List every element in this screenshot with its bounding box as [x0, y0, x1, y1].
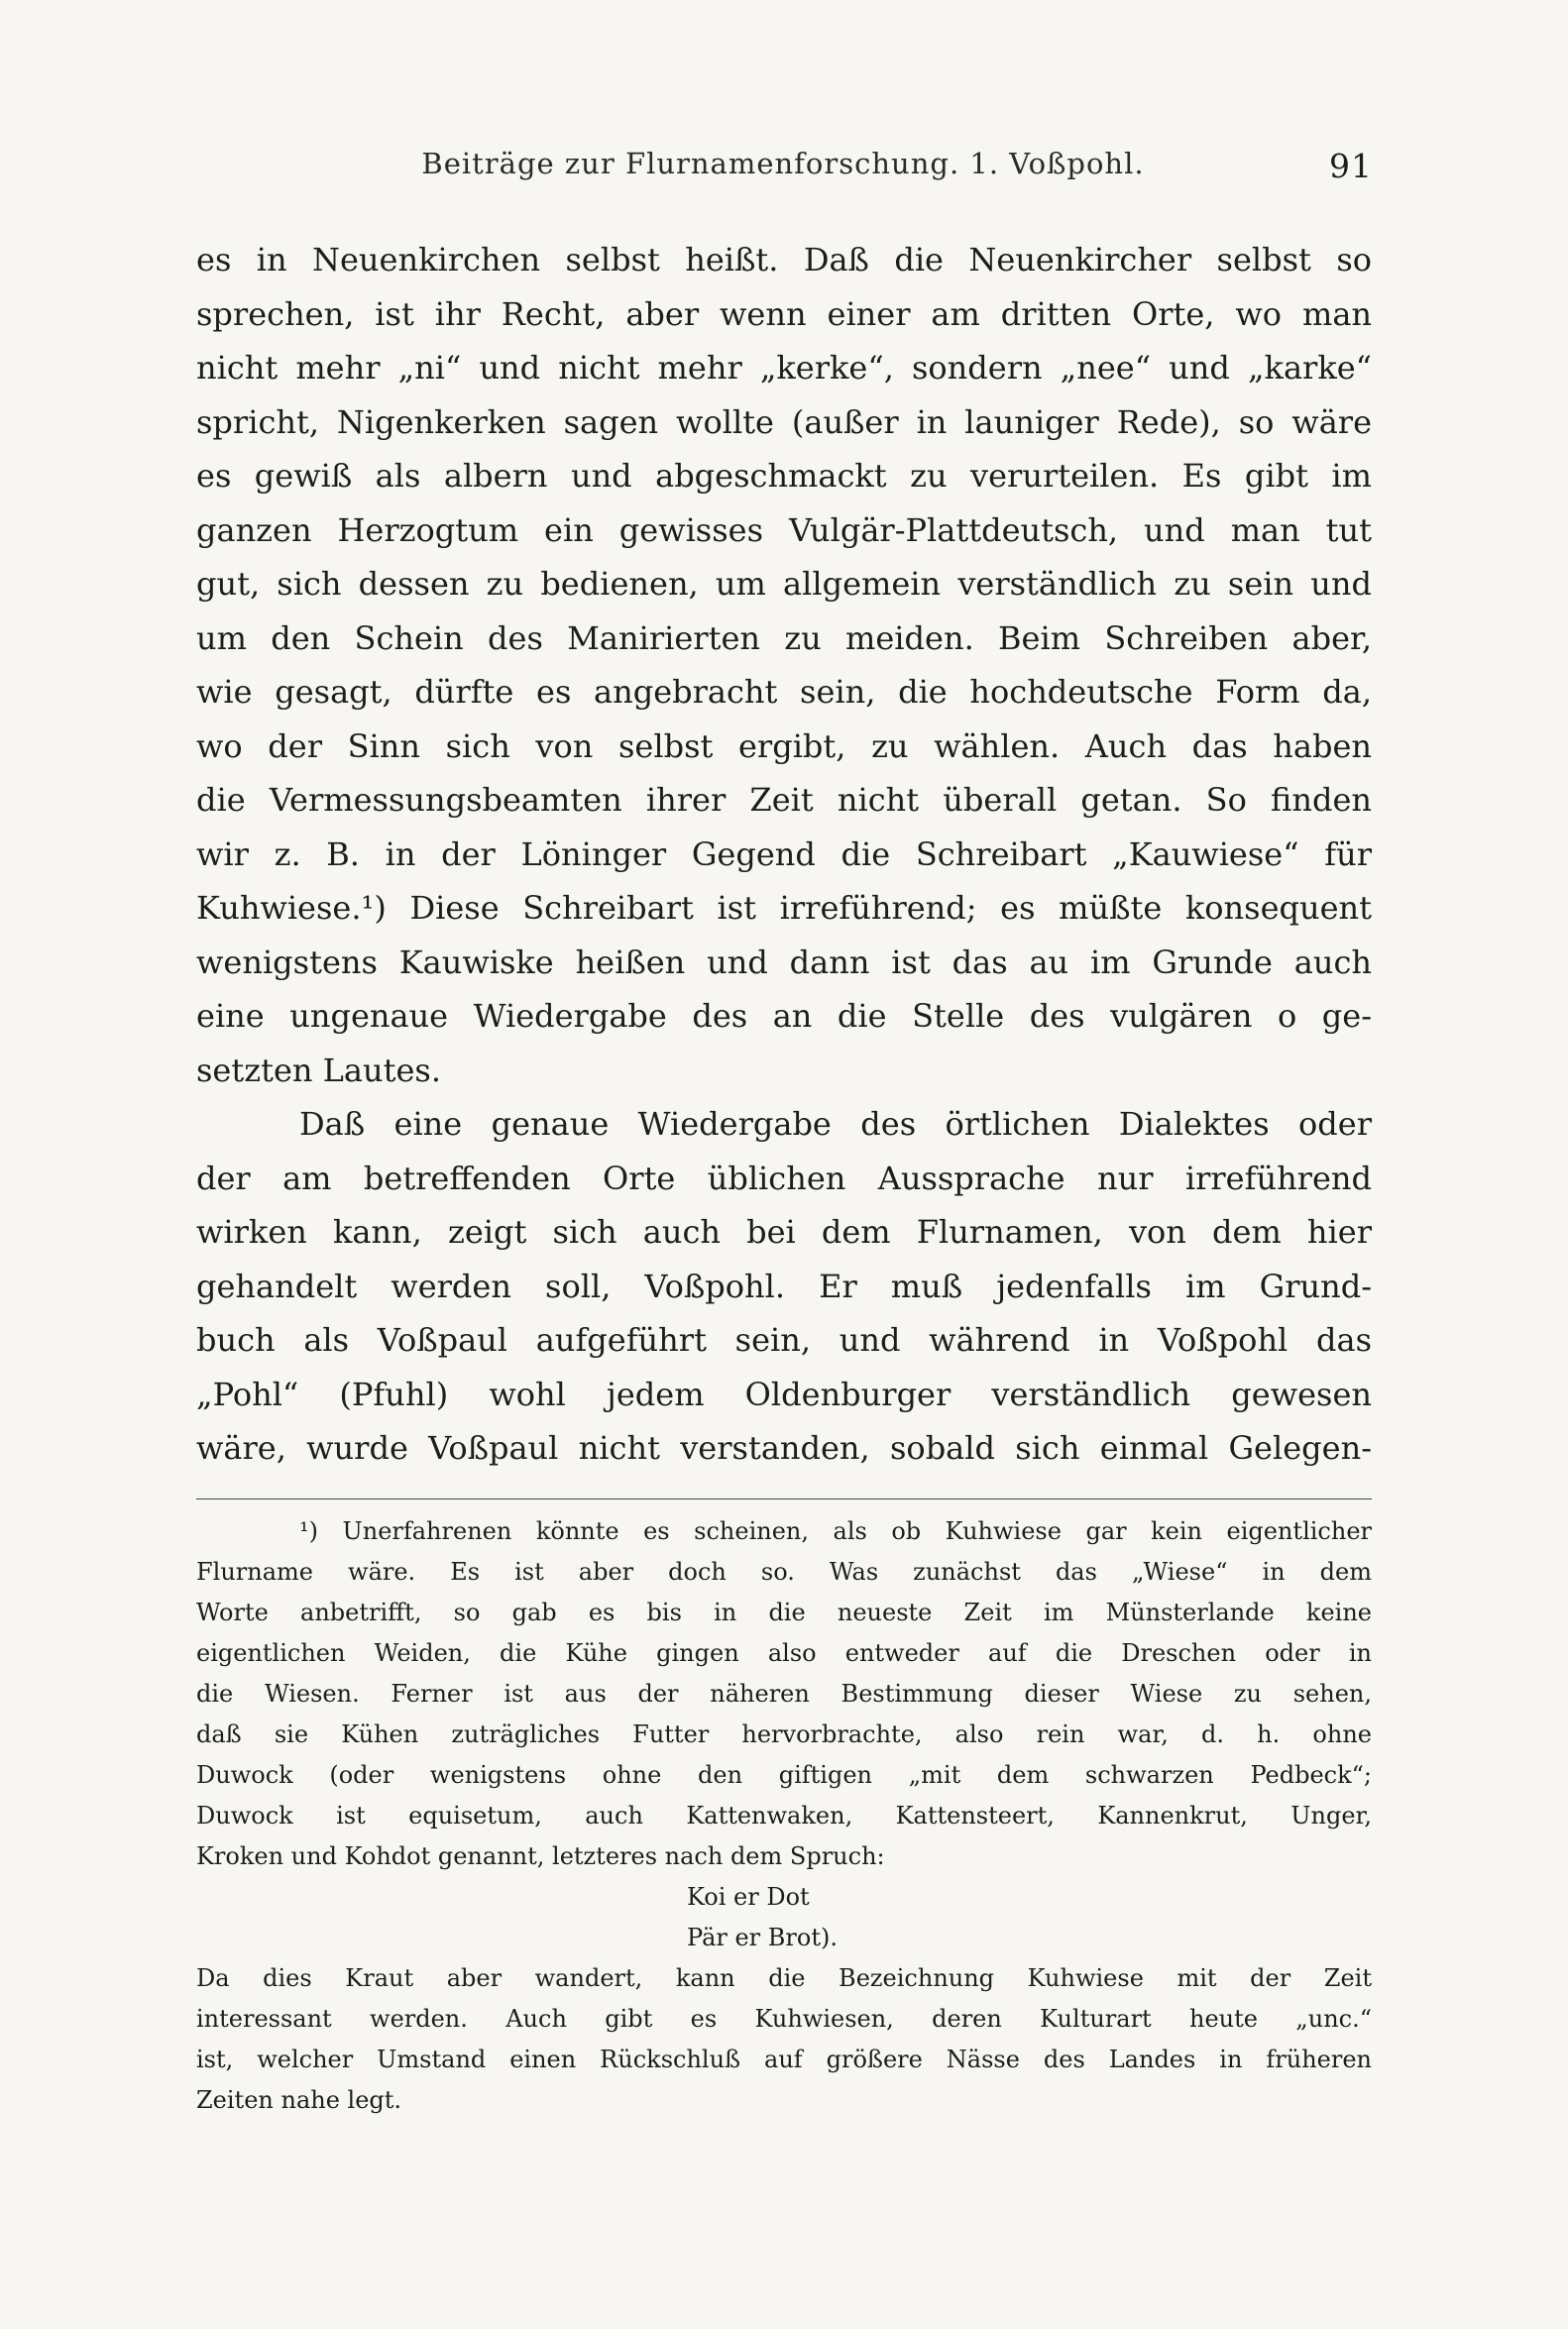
- body-text: [196, 233, 1372, 1476]
- body-line: buch als Voßpaul aufgeführt sein, und während in Voßpohl das: [196, 1321, 1372, 1359]
- body-line: setzten Lautes.: [196, 1051, 441, 1089]
- footnote-line: eigentlichen Weiden, die Kühe gingen also entweder auf die Dreschen oder in: [196, 1639, 1372, 1667]
- running-header: [193, 147, 1373, 196]
- body-line: um den Schein des Manirierten zu meiden. Beim Schreiben aber,: [196, 618, 1372, 657]
- body-line: ganzen Herzogtum ein gewisses Vulgär-Plattdeutsch, und man tut: [196, 510, 1372, 549]
- body-line: wo der Sinn sich von selbst ergibt, zu wählen. Auch das haben: [196, 726, 1372, 765]
- body-line: „Pohl“ (Pfuhl) wohl jedem Oldenburger verständlich gewesen: [196, 1375, 1372, 1413]
- footnote-line: die Wiesen. Ferner ist aus der näheren Bestimmung dieser Wiese zu sehen,: [196, 1680, 1372, 1708]
- body-line: wirken kann, zeigt sich auch bei dem Flurnamen, von dem hier: [196, 1213, 1372, 1251]
- footnote-line: ¹) Unerfahrenen könnte es scheinen, als ob Kuhwiese gar kein eigentlicher: [299, 1517, 1372, 1545]
- body-line: wenigstens Kauwiske heißen und dann ist das au im Grunde auch: [196, 943, 1372, 981]
- footnote-line: daß sie Kühen zuträgliches Futter hervorbrachte, also rein war, d. h. ohne: [196, 1720, 1372, 1748]
- footnotes: [196, 1511, 1372, 2121]
- body-line: die Vermessungsbeamten ihrer Zeit nicht überall getan. So finden: [196, 781, 1372, 819]
- footnote-line: Worte anbetrifft, so gab es bis in die neueste Zeit im Münsterlande keine: [196, 1599, 1372, 1626]
- body-line: Daß eine genaue Wiedergabe des örtlichen Dialektes oder: [299, 1105, 1372, 1143]
- footnote-line: Duwock (oder wenigstens ohne den giftigen „mit dem schwarzen Pedbeck“;: [196, 1761, 1372, 1789]
- body-line: wir z. B. in der Löninger Gegend die Schreibart „Kauwiese“ für: [196, 834, 1372, 873]
- body-line: wäre, wurde Voßpaul nicht verstanden, sobald sich einmal Gelegen-: [196, 1429, 1372, 1467]
- body-line: spricht, Nigenkerken sagen wollte (außer in launiger Rede), so wäre: [196, 402, 1372, 441]
- footnote-line: Da dies Kraut aber wandert, kann die Bezeichnung Kuhwiese mit der Zeit: [196, 1964, 1372, 1992]
- body-line: sprechen, ist ihr Recht, aber wenn einer am dritten Orte, wo man: [196, 294, 1372, 333]
- body-line: wie gesagt, dürfte es angebracht sein, die hochdeutsche Form da,: [196, 673, 1372, 711]
- footnote-divider: [196, 1498, 1372, 1499]
- body-line: nicht mehr „ni“ und nicht mehr „kerke“, sondern „nee“ und „karke“: [196, 349, 1372, 387]
- body-line: es in Neuenkirchen selbst heißt. Daß die Neuenkircher selbst so: [196, 241, 1372, 278]
- page-number: 91: [1329, 147, 1373, 185]
- body-line: der am betreffenden Orte üblichen Aussprache nur irreführend: [196, 1159, 1372, 1197]
- body-line: gehandelt werden soll, Voßpohl. Er muß jedenfalls im Grund-: [196, 1267, 1372, 1305]
- footnote-line: Duwock ist equisetum, auch Kattenwaken, Kattensteert, Kannenkrut, Unger,: [196, 1802, 1372, 1830]
- body-line: eine ungenaue Wiedergabe des an die Stelle des vulgären o ge-: [196, 997, 1372, 1035]
- footnote-verse-line: Pär er Brot).: [687, 1924, 838, 1951]
- body-line: gut, sich dessen zu bedienen, um allgemein verständlich zu sein und: [196, 565, 1372, 603]
- body-line: es gewiß als albern und abgeschmackt zu verurteilen. Es gibt im: [196, 457, 1372, 495]
- body-line: Kuhwiese.¹) Diese Schreibart ist irreführend; es müßte konsequent: [196, 889, 1372, 927]
- footnote-line: Flurname wäre. Es ist aber doch so. Was zunächst das „Wiese“ in dem: [196, 1558, 1372, 1586]
- footnote-line: Zeiten nahe legt.: [196, 2086, 402, 2114]
- running-header-title: Beiträge zur Flurnamenforschung. 1. Voßpohl.: [421, 147, 1145, 180]
- footnote-line: interessant werden. Auch gibt es Kuhwiesen, deren Kulturart heute „unc.“: [196, 2005, 1372, 2033]
- footnote-line: Kroken und Kohdot genannt, letzteres nach dem Spruch:: [196, 1842, 885, 1870]
- footnote-verse-line: Koi er Dot: [687, 1883, 810, 1911]
- footnote-line: ist, welcher Umstand einen Rückschluß auf größere Nässe des Landes in früheren: [196, 2046, 1372, 2073]
